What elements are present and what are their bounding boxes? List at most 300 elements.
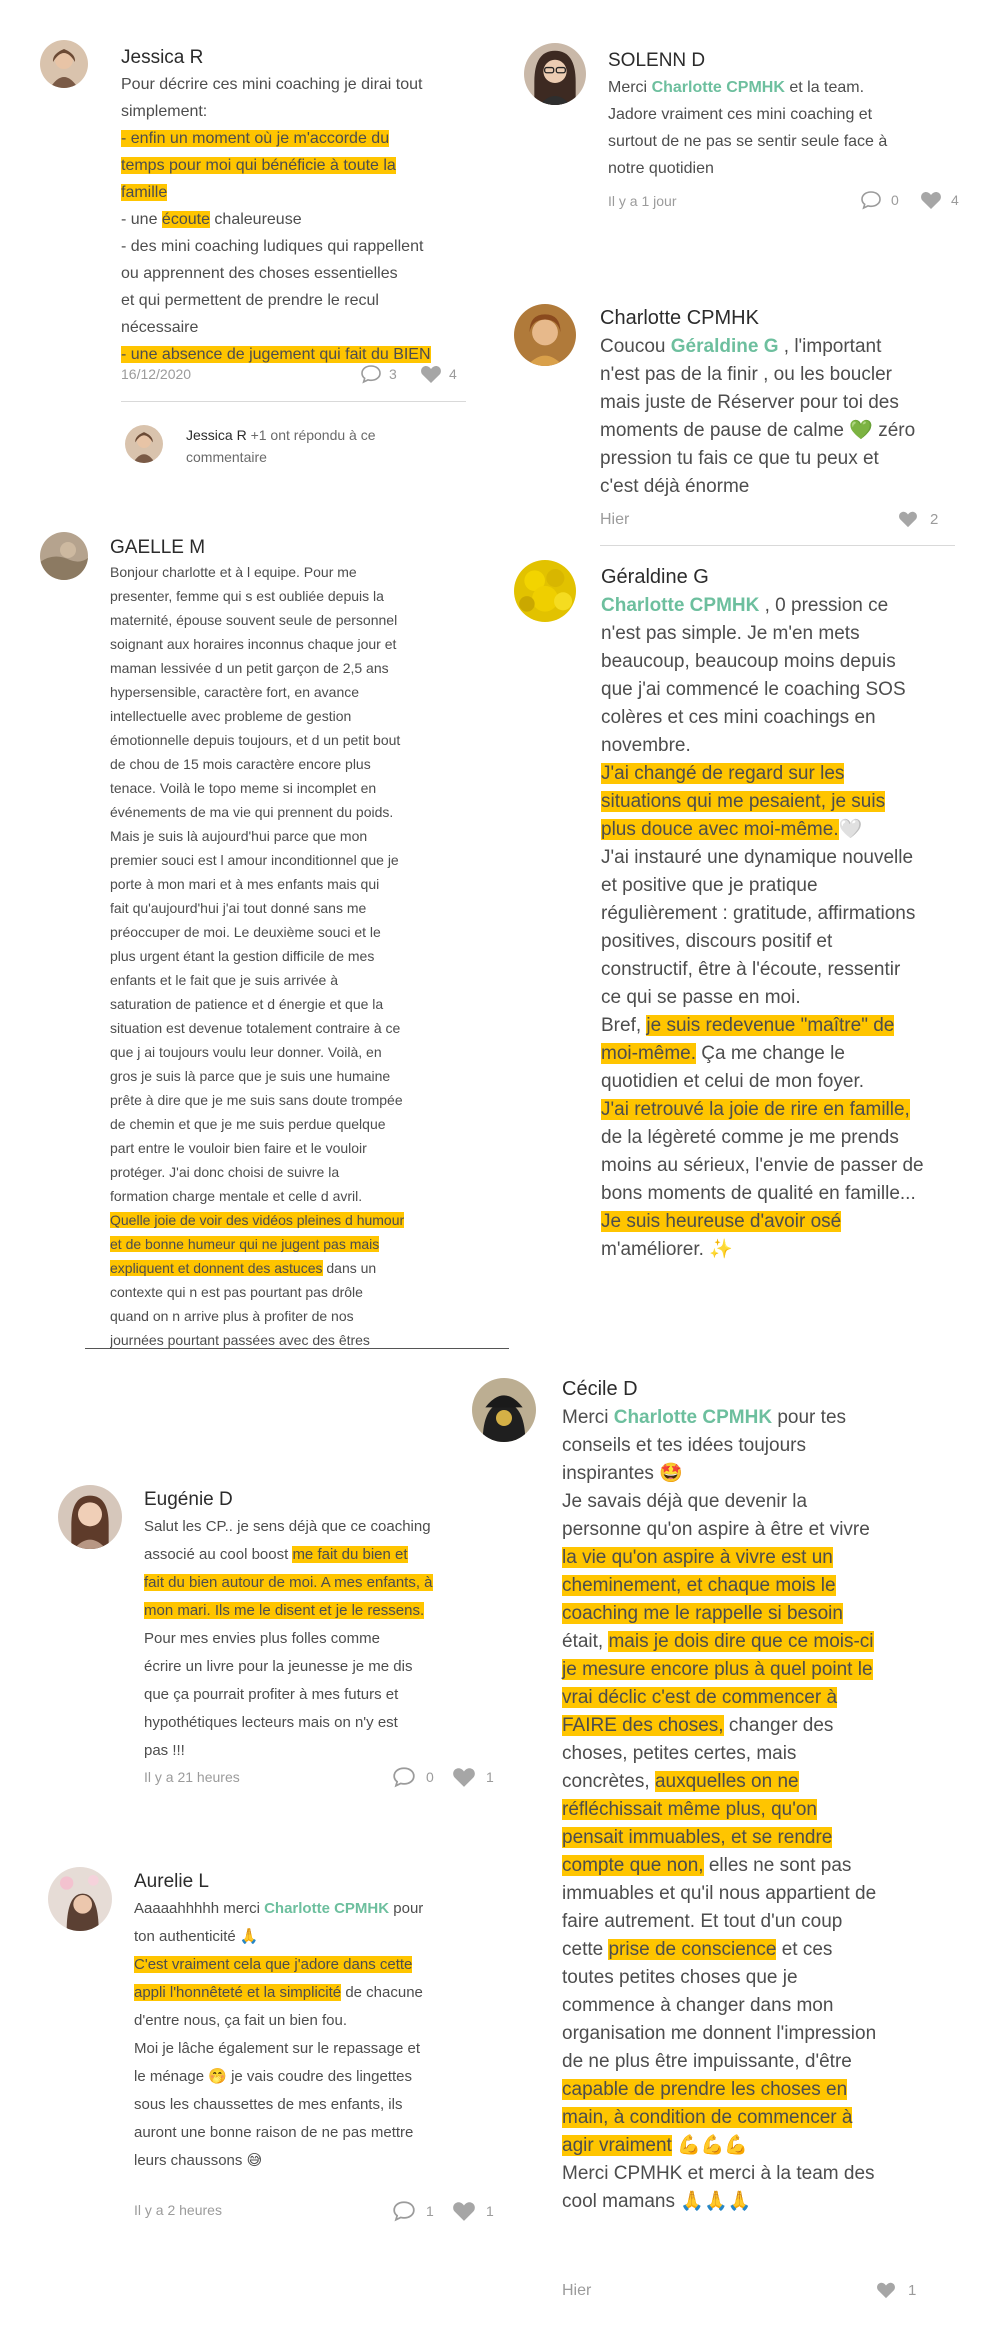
comment-line <box>144 1569 433 1597</box>
text-run: presenter, femme qui s est oubliée depuis la <box>110 588 384 604</box>
comment-line <box>110 584 404 608</box>
text-run: 💪💪💪 <box>671 2135 749 2156</box>
comment-line <box>601 1096 924 1124</box>
text-run: leurs chaussons <box>134 2152 247 2169</box>
text-run: - des mini coaching ludiques qui rappellent <box>121 238 424 255</box>
text-run: plus urgent étant la gestion difficile de mes <box>110 948 375 964</box>
mention-link[interactable]: Géraldine G <box>670 336 779 357</box>
author-name[interactable]: GAELLE M <box>110 537 206 558</box>
comment-icon <box>392 2200 416 2222</box>
mention-link[interactable]: Charlotte CPMHK <box>651 79 785 96</box>
text-run: de ne plus être impuissante, d'être <box>562 2051 852 2072</box>
highlighted-text: coaching me le rappelle si besoin <box>562 1603 843 1624</box>
author-name[interactable]: Charlotte CPMHK <box>600 307 759 329</box>
comment-line <box>601 592 924 620</box>
highlighted-text: - une absence de jugement qui fait du BIEN <box>121 346 431 363</box>
text-run: fait qu'aujourd'hui j'ai tout donné sans me <box>110 900 367 916</box>
comment-line <box>121 260 431 287</box>
comment-line <box>562 1432 876 1460</box>
comment-line <box>601 872 924 900</box>
avatar[interactable] <box>514 560 576 622</box>
comment-line <box>562 2020 876 2048</box>
avatar[interactable] <box>48 1867 112 1931</box>
text-run: commence à changer dans mon <box>562 1995 834 2016</box>
comment-line <box>134 1979 423 2007</box>
comment-count-value: 0 <box>426 1769 434 1785</box>
text-run: novembre. <box>601 735 691 756</box>
comment-line <box>144 1681 433 1709</box>
comment-line <box>562 1880 876 1908</box>
comment-line <box>134 1895 423 1923</box>
text-run: contexte qui n est pas pourtant pas drôle <box>110 1284 363 1300</box>
comment-line <box>601 928 924 956</box>
comment-line <box>110 1328 404 1348</box>
comment-body <box>608 74 887 182</box>
comment-line <box>110 1136 404 1160</box>
comment-line <box>144 1653 433 1681</box>
comment-line <box>110 632 404 656</box>
comment-body <box>601 592 924 1264</box>
text-run: Bref, <box>601 1015 647 1036</box>
text-run: choses, petites certes, mais <box>562 1743 797 1764</box>
text-run: premier souci est l amour inconditionnel que je <box>110 852 399 868</box>
comment-line <box>134 1923 423 1951</box>
comment-time: Il y a 1 jour <box>608 193 677 209</box>
comment-line <box>110 992 404 1016</box>
text-run: journées pourtant passées avec des êtres <box>110 1332 370 1348</box>
text-run: surtout de ne pas se sentir seule face à <box>608 133 888 150</box>
heart-icon <box>898 510 918 528</box>
text-run: Bonjour charlotte et à l equipe. Pour me <box>110 564 357 580</box>
text-run: saturation de patience et d énergie et que la <box>110 996 384 1012</box>
text-run: chaleureuse <box>209 211 302 228</box>
text-run: Moi je lâche également sur le repassage et <box>134 2040 420 2057</box>
text-run: 🤍 <box>838 819 863 840</box>
comment-line <box>110 848 404 872</box>
text-run: que j ai toujours voulu leur donner. Voilà, en <box>110 1044 382 1060</box>
highlighted-text: plus douce avec moi-même. <box>601 819 839 840</box>
comment-body <box>121 71 431 368</box>
text-run: positives, discours positif et <box>601 931 833 952</box>
author-name[interactable]: Eugénie D <box>144 1489 233 1510</box>
text-run: pour tes <box>772 1407 847 1428</box>
text-run: 🙏🙏🙏 <box>680 2191 752 2212</box>
text-run: et qui permettent de prendre le recul <box>121 292 379 309</box>
text-run: hypothétiques lecteurs mais on n'y est <box>144 1714 398 1731</box>
text-run: gros je suis là parce que je suis une humaine <box>110 1068 391 1084</box>
text-run: cette <box>562 1939 609 1960</box>
author-name[interactable]: Jessica R <box>121 47 204 68</box>
comment-time: Il y a 2 heures <box>134 2202 222 2218</box>
comment-line <box>601 956 924 984</box>
comment-line <box>110 920 404 944</box>
text-run: beaucoup, beaucoup moins depuis <box>601 651 896 672</box>
text-run: maman lessivée d un petit garçon de 2,5 ans <box>110 660 389 676</box>
text-run: toutes petites choses que je <box>562 1967 798 1988</box>
comment-line <box>601 788 924 816</box>
comment-line <box>600 445 915 473</box>
text-run: n'est pas de la finir , ou les boucler <box>600 364 892 385</box>
comment-line <box>562 1852 876 1880</box>
comment-line <box>600 389 915 417</box>
comment-line <box>110 968 404 992</box>
comment-line <box>562 2160 876 2188</box>
highlighted-text: fait du bien autour de moi. A mes enfants, à <box>144 1574 433 1591</box>
text-run: , 0 pression ce <box>759 595 889 616</box>
comment-line <box>562 1824 876 1852</box>
highlighted-text: réfléchissait même plus, qu'on <box>562 1799 817 1820</box>
comment-line <box>601 732 924 760</box>
comment-line <box>600 333 915 361</box>
text-run: quand on n arrive plus à profiter de nos <box>110 1308 354 1324</box>
comment-line <box>601 984 924 1012</box>
comment-line <box>110 944 404 968</box>
comment-line <box>110 896 404 920</box>
comment-line <box>144 1541 433 1569</box>
comment-line <box>110 1016 404 1040</box>
comment-line <box>144 1737 433 1765</box>
comment-line <box>110 1184 404 1208</box>
like-count-value: 4 <box>951 192 959 208</box>
text-run: Je savais déjà que devenir la <box>562 1491 808 1512</box>
text-run: ce qui se passe en moi. <box>601 987 801 1008</box>
comment-line <box>601 844 924 872</box>
highlighted-text: J'ai retrouvé la joie de rire en famille, <box>601 1099 910 1120</box>
text-run: et la team. <box>784 79 865 96</box>
text-run: ton authenticité <box>134 1928 240 1945</box>
comment-line <box>601 900 924 928</box>
comment-count[interactable] <box>392 2200 434 2222</box>
text-run: Jadore vraiment ces mini coaching et <box>608 106 873 123</box>
comment-line <box>562 1628 876 1656</box>
text-run: nécessaire <box>121 319 199 336</box>
comment-line <box>110 1256 404 1280</box>
comment-line <box>121 179 431 206</box>
comment-line <box>601 816 924 844</box>
mention-link[interactable]: Charlotte CPMHK <box>264 1900 390 1917</box>
text-run: n'est pas simple. Je m'en mets <box>601 623 860 644</box>
text-run: Merci CPMHK et merci à la team des <box>562 2163 875 2184</box>
comment-count[interactable] <box>360 364 397 384</box>
text-run: Aaaaahhhhh merci <box>134 1900 265 1917</box>
text-run: organisation me donnent l'impression <box>562 2023 877 2044</box>
highlighted-text: mon mari. Ils me le disent et je le ressens. <box>144 1602 425 1619</box>
like-count[interactable] <box>452 1766 494 1788</box>
like-count[interactable] <box>420 364 457 384</box>
text-run: de chacune <box>341 1984 423 2001</box>
highlighted-text: main, à condition de commencer à <box>562 2107 853 2128</box>
text-run: porte à mon mari et à mes enfants mais qui <box>110 876 380 892</box>
comment-line <box>144 1625 433 1653</box>
like-count-value: 1 <box>486 1769 494 1785</box>
text-run: Mais je suis là aujourd'hui parce que mon <box>110 828 368 844</box>
comment-line <box>601 1208 924 1236</box>
like-count[interactable] <box>898 510 938 528</box>
comment-line <box>144 1513 433 1541</box>
comment-body <box>562 1404 876 2216</box>
highlighted-text: expliquent et donnent des astuces <box>110 1260 323 1276</box>
highlighted-text: FAIRE des choses, <box>562 1715 724 1736</box>
author-name[interactable]: SOLENN D <box>608 50 706 71</box>
heart-icon <box>876 2281 896 2299</box>
highlighted-text: Je suis heureuse d'avoir osé <box>601 1211 842 1232</box>
text-run: tenace. Voilà le topo meme si incomplet en <box>110 780 377 796</box>
text-run: quotidien et celui de mon foyer. <box>601 1071 865 1092</box>
comment-line <box>134 2147 423 2175</box>
comment-line <box>110 656 404 680</box>
comment-line <box>608 155 887 182</box>
highlighted-text: C'est vraiment cela que j'adore dans cette <box>134 1956 413 1973</box>
highlighted-text: pensait immuables, et se rendre <box>562 1827 833 1848</box>
highlighted-text: je suis redevenue "maître" de <box>646 1015 895 1036</box>
text-run: de chou de 15 mois caractère encore plus <box>110 756 371 772</box>
comment-line <box>601 620 924 648</box>
highlighted-text: mais je dois dire que ce mois-ci <box>608 1631 874 1652</box>
heart-icon <box>420 364 442 384</box>
text-run: le ménage <box>134 2068 209 2085</box>
highlighted-text: écoute <box>161 211 210 228</box>
comment-line <box>110 1208 404 1232</box>
comment-line <box>110 1112 404 1136</box>
text-run: Ça me change le <box>696 1043 845 1064</box>
text-run: événements de ma vie qui prennent du poids. <box>110 804 394 820</box>
comment-line <box>562 1964 876 1992</box>
text-run: - une <box>121 211 162 228</box>
text-run: écrire un livre pour la jeunesse je me dis <box>144 1658 413 1675</box>
comment-line <box>562 1516 876 1544</box>
text-run: J'ai instauré une dynamique nouvelle <box>601 847 914 868</box>
highlighted-text: la vie qu'on aspire à vivre est un <box>562 1547 833 1568</box>
comment-line <box>110 704 404 728</box>
highlighted-text: - enfin un moment où je m'accorde du <box>121 130 390 147</box>
text-run: Pour mes envies plus folles comme <box>144 1630 380 1647</box>
comment-line <box>562 1992 876 2020</box>
comment-line <box>134 1951 423 1979</box>
heart-icon <box>452 1766 476 1788</box>
comment-line <box>134 2091 423 2119</box>
comment-line <box>601 1012 924 1040</box>
text-run: enfants et le fait que je suis arrivée à <box>110 972 339 988</box>
comment-time: Hier <box>562 2282 592 2299</box>
avatar[interactable] <box>40 532 88 580</box>
highlighted-text: vrai déclic c'est de commencer à <box>562 1687 838 1708</box>
heart-icon <box>452 2200 476 2222</box>
comment-icon <box>392 1766 416 1788</box>
comment-line <box>134 2119 423 2147</box>
text-run: colères et ces mini coachings en <box>601 707 876 728</box>
text-run: sous les chaussettes de mes enfants, ils <box>134 2096 403 2113</box>
text-run: que ça pourrait profiter à mes futurs et <box>144 1686 399 1703</box>
comment-line <box>562 1796 876 1824</box>
text-run: Merci <box>608 79 652 96</box>
like-count[interactable] <box>452 2200 494 2222</box>
text-run: simplement: <box>121 103 208 120</box>
comment-line <box>601 1236 924 1264</box>
comment-line <box>110 1160 404 1184</box>
comment-line <box>562 1600 876 1628</box>
avatar[interactable] <box>472 1378 536 1442</box>
comment-line <box>608 128 887 155</box>
reply-text-2: commentaire <box>186 449 267 465</box>
text-run: notre quotidien <box>608 160 714 177</box>
comment-line <box>601 1068 924 1096</box>
text-run: 🤩 <box>659 1463 683 1484</box>
comment-line <box>601 676 924 704</box>
text-run: pas !!! <box>144 1742 185 1759</box>
text-run: hypersensible, caractère fort, en avance <box>110 684 360 700</box>
comment-line <box>110 560 404 584</box>
comment-line <box>562 1936 876 1964</box>
text-run: constructif, être à l'écoute, ressentir <box>601 959 901 980</box>
like-count[interactable] <box>876 2281 916 2299</box>
comment-line <box>110 872 404 896</box>
comment-line <box>110 752 404 776</box>
comment-line <box>134 2007 423 2035</box>
comment-line <box>562 1712 876 1740</box>
text-run: situation est devenue totalement contraire à ce <box>110 1020 401 1036</box>
text-run: 😅 <box>246 2152 263 2169</box>
comment-line <box>121 206 431 233</box>
comment-line <box>562 1656 876 1684</box>
text-run: pour <box>389 1900 424 1917</box>
highlighted-text: J'ai changé de regard sur les <box>601 763 845 784</box>
comment-line <box>601 1152 924 1180</box>
text-run: elles ne sont pas <box>703 1855 852 1876</box>
comment-count-value: 1 <box>426 2203 434 2219</box>
comment-line <box>110 1064 404 1088</box>
text-run: moins au sérieux, l'envie de passer de <box>601 1155 924 1176</box>
highlighted-text: compte que non, <box>562 1855 704 1876</box>
comment-line <box>600 361 915 389</box>
reply-avatar <box>125 425 163 463</box>
comment-count-value: 3 <box>389 366 397 382</box>
comment-line <box>601 1040 924 1068</box>
comment-line <box>121 71 431 98</box>
like-count-value: 2 <box>930 510 939 528</box>
highlighted-text: Quelle joie de voir des vidéos pleines d humour <box>110 1212 405 1228</box>
comment-line <box>562 1908 876 1936</box>
text-run: Coucou <box>600 336 671 357</box>
highlighted-text: me fait du bien et <box>292 1546 408 1563</box>
highlighted-text: temps pour moi qui bénéficie à toute la <box>121 157 396 174</box>
comment-line <box>110 1040 404 1064</box>
author-name[interactable]: Géraldine G <box>601 566 709 588</box>
comment-line <box>601 704 924 732</box>
highlighted-text: et de bonne humeur qui ne jugent pas mais <box>110 1236 380 1252</box>
comment-line <box>562 1404 876 1432</box>
text-run: pression tu fais ce que tu peux et <box>600 448 879 469</box>
author-name[interactable]: Cécile D <box>562 1378 638 1400</box>
divider <box>600 545 955 546</box>
text-run: inspirantes <box>562 1463 660 1484</box>
highlighted-text: capable de prendre les choses en <box>562 2079 848 2100</box>
comment-line <box>562 1544 876 1572</box>
avatar[interactable] <box>58 1485 122 1549</box>
text-run: immuables et qu'il nous appartient de <box>562 1883 877 1904</box>
comment-line <box>134 2035 423 2063</box>
avatar[interactable] <box>524 43 586 105</box>
comment-line <box>121 314 431 341</box>
text-run: préoccuper de moi. Le deuxième souci et le <box>110 924 381 940</box>
like-count-value: 1 <box>486 2203 494 2219</box>
comment-line <box>562 2104 876 2132</box>
comment-line <box>110 800 404 824</box>
highlighted-text: famille <box>121 184 168 201</box>
text-run: associé au cool boost <box>144 1546 293 1563</box>
text-run: , l'important <box>778 336 882 357</box>
highlighted-text: appli l'honnêteté et la simplicité <box>134 1984 342 2001</box>
comment-line <box>608 74 887 101</box>
comment-line <box>562 1460 876 1488</box>
comment-line <box>562 1572 876 1600</box>
comment-body <box>600 333 915 501</box>
comment-count-value: 0 <box>891 192 899 208</box>
comment-date: 16/12/2020 <box>121 366 192 382</box>
comment-line <box>121 98 431 125</box>
highlighted-text: cheminement, et chaque mois le <box>562 1575 836 1596</box>
avatar[interactable] <box>40 40 88 88</box>
text-run: et ces <box>776 1939 833 1960</box>
comment-line <box>110 1232 404 1256</box>
text-run: 🤭 <box>208 2068 227 2085</box>
comment-line <box>562 2076 876 2104</box>
highlighted-text: je mesure encore plus à quel point le <box>562 1659 873 1680</box>
comment-line <box>562 1740 876 1768</box>
comment-line <box>562 2048 876 2076</box>
reply-author: Jessica R <box>186 427 247 443</box>
comment-line <box>562 2188 876 2216</box>
text-run: était, <box>562 1631 609 1652</box>
text-run: dans un <box>322 1260 377 1276</box>
author-name[interactable]: Aurelie L <box>134 1871 209 1892</box>
text-run: Pour décrire ces mini coaching je dirai tout <box>121 76 423 93</box>
text-run: protéger. J'ai donc choisi de suivre la <box>110 1164 340 1180</box>
comment-line <box>110 776 404 800</box>
comment-icon <box>860 190 882 210</box>
comment-line <box>608 101 887 128</box>
text-run: maternité, épouse souvent seule de personnel <box>110 612 398 628</box>
text-run: personne qu'on aspire à être et vivre <box>562 1519 870 1540</box>
comment-body <box>134 1895 423 2175</box>
text-run: émotionnelle depuis toujours, et d un petit bout <box>110 732 401 748</box>
comment-line <box>600 473 915 501</box>
text-run: que j'ai commencé le coaching SOS <box>601 679 906 700</box>
text-run: zéro <box>872 420 916 441</box>
comment-time: Il y a 21 heures <box>144 1769 240 1785</box>
like-count[interactable] <box>920 190 959 210</box>
mention-link[interactable]: Charlotte CPMHK <box>601 595 760 616</box>
avatar[interactable] <box>514 304 576 366</box>
comment-line <box>562 1684 876 1712</box>
comment-line <box>121 287 431 314</box>
text-run: cool mamans <box>562 2191 681 2212</box>
text-run: formation charge mentale et celle d avril. <box>110 1188 363 1204</box>
mention-link[interactable]: Charlotte CPMHK <box>613 1407 773 1428</box>
comment-line <box>601 1180 924 1208</box>
text-run: 💚 <box>849 420 873 441</box>
text-run: de la légèreté comme je me prends <box>601 1127 899 1148</box>
like-count-value: 4 <box>449 366 457 382</box>
comment-line <box>110 1304 404 1328</box>
comment-count[interactable] <box>860 190 899 210</box>
comment-count[interactable] <box>392 1766 434 1788</box>
comment-line <box>110 728 404 752</box>
text-run: bons moments de qualité en famille... <box>601 1183 916 1204</box>
comment-line <box>121 233 431 260</box>
text-run: prête à dire que je me suis sans doute trompée <box>110 1092 403 1108</box>
replies-link[interactable] <box>186 424 376 468</box>
highlighted-text: situations qui me pesaient, je suis <box>601 791 886 812</box>
